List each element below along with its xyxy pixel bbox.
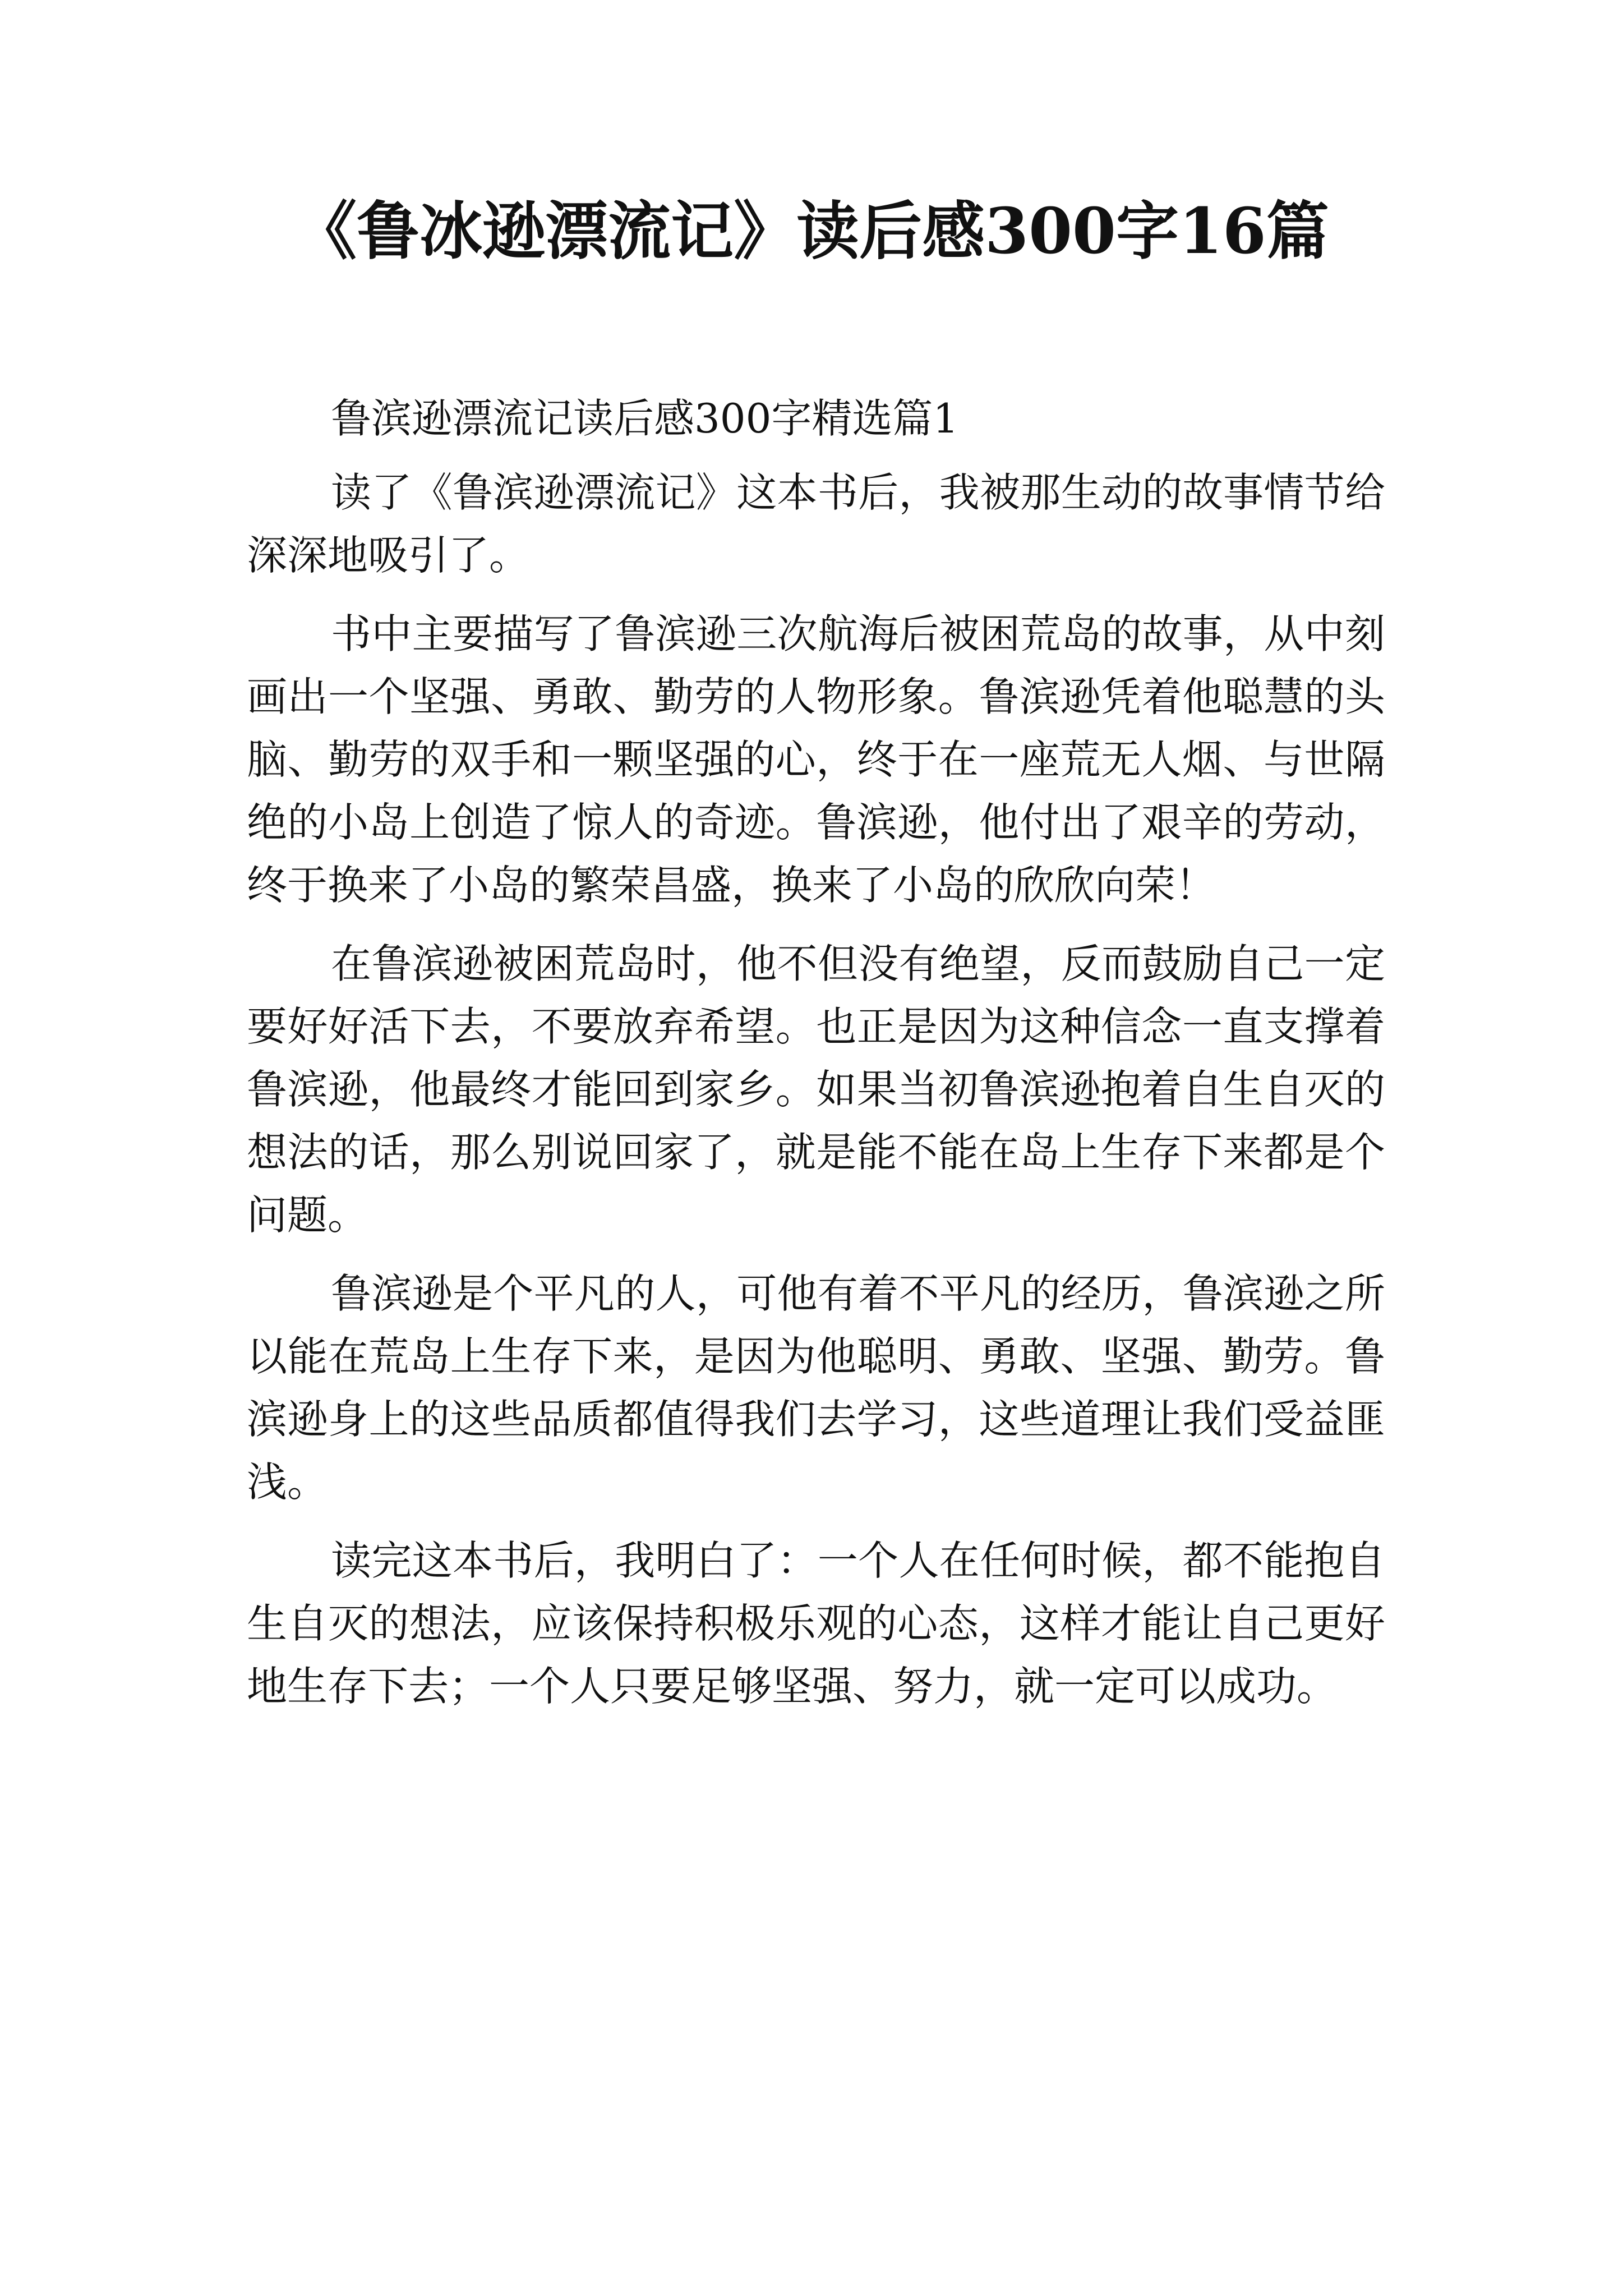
paragraph-4: 鲁滨逊是个平凡的人，可他有着不平凡的经历，鲁滨逊之所以能在荒岛上生存下来，是因为他聪明、勇敢、坚强、勤劳。鲁滨逊身上的这些品质都值得我们去学习，这些道理让我们受益匪浅。 (247, 1270, 1385, 1506)
paragraph-1: 读了《鲁滨逊漂流记》这本书后，我被那生动的故事情节给深深地吸引了。 (247, 469, 1385, 579)
document-title: 《鲁冰逊漂流记》读后感300字16篇 (294, 195, 1329, 268)
paragraph-2: 书中主要描写了鲁滨逊三次航海后被困荒岛的故事，从中刻画出一个坚强、勇敢、勤劳的人物形象。鲁滨逊凭着他聪慧的头脑、勤劳的双手和一颗坚强的心，终于在一座荒无人烟、与世隔绝的小岛上创造了惊人的奇迹。鲁滨逊，他付出了艰辛的劳动，终于换来了小岛的繁荣昌盛，换来了小岛的欣欣向荣！ (247, 610, 1385, 909)
section-heading: 鲁滨逊漂流记读后感300字精选篇1 (331, 395, 959, 442)
document-body (247, 387, 1385, 1733)
paragraph-3: 在鲁滨逊被困荒岛时，他不但没有绝望，反而鼓励自己一定要好好活下去，不要放弃希望。也正是因为这种信念一直支撑着鲁滨逊，他最终才能回到家乡。如果当初鲁滨逊抱着自生自灭的想法的话，那么别说回家了，就是能不能在岛上生存下来都是个问题。 (247, 940, 1385, 1239)
paragraph-5: 读完这本书后，我明白了：一个人在任何时候，都不能抱自生自灭的想法，应该保持积极乐观的心态，这样才能让自己更好地生存下去；一个人只要足够坚强、努力，就一定可以成功。 (247, 1537, 1385, 1710)
